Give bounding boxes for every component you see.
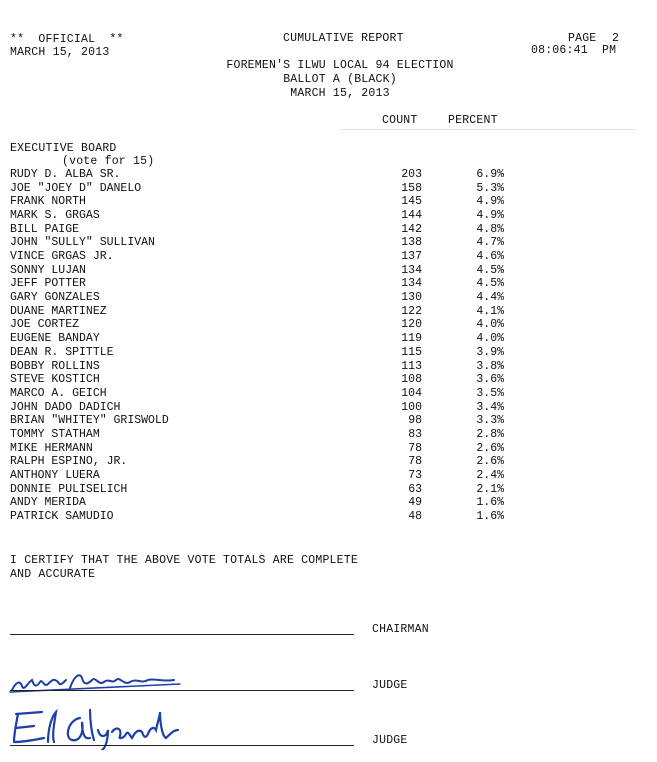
vote-percent: 4.7% [476, 236, 504, 250]
chairman-label: CHAIRMAN [372, 623, 429, 636]
certification-line-2: AND ACCURATE [10, 568, 96, 581]
vote-percent: 6.9% [476, 168, 504, 181]
vote-count: 144 [401, 209, 422, 223]
candidate-name: MARCO A. GEICH [10, 386, 107, 400]
vote-percent: 4.1% [476, 304, 504, 318]
judge-1-label: JUDGE [372, 679, 408, 692]
vote-count: 145 [401, 195, 422, 209]
report-time: 08:06:41 PM [531, 44, 617, 57]
vote-count: 115 [401, 345, 422, 359]
vote-percent: 3.6% [476, 373, 504, 387]
table-row [10, 168, 510, 182]
candidate-name: JOHN "SULLY" SULLIVAN [10, 236, 155, 250]
ballot-label: BALLOT A (BLACK) [283, 73, 397, 86]
candidate-name: MIKE HERMANN [10, 441, 93, 455]
candidate-name: BILL PAIGE [10, 222, 80, 236]
page-label: PAGE [568, 32, 597, 45]
vote-percent: 2.6% [476, 441, 504, 455]
vote-percent: 2.1% [476, 482, 504, 496]
vote-percent: 3.8% [476, 359, 504, 373]
section-title: EXECUTIVE BOARD [10, 142, 117, 155]
vote-percent: 2.8% [476, 427, 504, 441]
vote-count: 48 [408, 510, 422, 523]
candidate-name: DEAN R. SPITTLE [10, 345, 114, 359]
judge-2-signature-line [10, 745, 354, 746]
table-row [10, 223, 510, 237]
table-row [10, 373, 510, 387]
table-row [10, 195, 510, 209]
candidate-name: PATRICK SAMUDIO [10, 510, 114, 523]
vote-count: 83 [408, 427, 422, 441]
vote-percent: 4.5% [476, 263, 504, 277]
vote-percent: 3.9% [476, 345, 504, 359]
candidate-name: STEVE KOSTICH [10, 373, 100, 387]
table-row [10, 401, 510, 415]
vote-percent: 4.6% [476, 250, 504, 264]
vote-count: 119 [401, 332, 422, 346]
table-row [10, 264, 510, 278]
vote-count: 120 [401, 318, 422, 332]
chairman-signature-line [10, 634, 354, 635]
candidate-name: DUANE MARTINEZ [10, 304, 107, 318]
table-row [10, 428, 510, 442]
candidate-name: JEFF POTTER [10, 277, 86, 291]
vote-percent: 4.4% [476, 291, 504, 305]
vote-count: 142 [401, 222, 422, 236]
count-column-header: COUNT [382, 114, 418, 127]
vote-percent: 4.5% [476, 277, 504, 291]
report-date: MARCH 15, 2013 [10, 46, 110, 59]
section-subtitle: (vote for 15) [62, 155, 155, 168]
vote-count: 98 [408, 414, 422, 428]
vote-count: 122 [401, 304, 422, 318]
vote-percent: 1.6% [476, 510, 504, 523]
official-marker: ** OFFICIAL ** [10, 33, 124, 46]
candidate-name: JOHN DADO DADICH [10, 400, 121, 414]
vote-count: 63 [408, 482, 422, 496]
candidate-name: RALPH ESPINO, JR. [10, 455, 128, 469]
vote-percent: 3.3% [476, 414, 504, 428]
judge-2-signature [8, 708, 188, 750]
table-row [10, 442, 510, 456]
vote-count: 104 [401, 386, 422, 400]
table-row [10, 414, 510, 428]
vote-percent: 2.4% [476, 468, 504, 482]
vote-percent: 5.3% [476, 181, 504, 195]
table-row [10, 209, 510, 223]
candidate-name: TOMMY STATHAM [10, 427, 100, 441]
table-row [10, 277, 510, 291]
vote-count: 113 [401, 359, 422, 373]
table-row [10, 346, 510, 360]
judge-1-signature [8, 668, 188, 698]
percent-column-header: PERCENT [448, 114, 498, 127]
table-row [10, 496, 510, 510]
vote-count: 138 [401, 236, 422, 250]
candidate-name: SONNY LUJAN [10, 263, 86, 277]
election-date: MARCH 15, 2013 [290, 87, 390, 100]
vote-count: 49 [408, 496, 422, 510]
report-title: CUMULATIVE REPORT [283, 32, 404, 45]
vote-count: 134 [401, 277, 422, 291]
judge-1-signature-line [10, 690, 354, 691]
vote-percent: 1.6% [476, 496, 504, 510]
vote-percent: 4.8% [476, 222, 504, 236]
candidate-name: EUGENE BANDAY [10, 332, 100, 346]
candidate-name: GARY GONZALES [10, 291, 100, 305]
table-row [10, 332, 510, 346]
vote-percent: 4.9% [476, 195, 504, 209]
candidate-name: MARK S. GRGAS [10, 209, 100, 223]
vote-percent: 3.4% [476, 400, 504, 414]
candidate-name: BRIAN "WHITEY" GRISWOLD [10, 414, 169, 428]
candidate-name: BOBBY ROLLINS [10, 359, 100, 373]
certification-line-1: I CERTIFY THAT THE ABOVE VOTE TOTALS ARE COMPLETE [10, 554, 358, 567]
page-number: 2 [612, 32, 620, 45]
table-row [10, 182, 510, 196]
judge-2-label: JUDGE [372, 734, 408, 747]
table-row [10, 250, 510, 264]
candidate-name: FRANK NORTH [10, 195, 86, 209]
vote-count: 73 [408, 468, 422, 482]
table-row [10, 469, 510, 483]
vote-count: 130 [401, 291, 422, 305]
election-title: FOREMEN'S ILWU LOCAL 94 ELECTION [226, 59, 454, 72]
vote-percent: 4.9% [476, 209, 504, 223]
vote-count: 158 [401, 181, 422, 195]
vote-percent: 4.0% [476, 332, 504, 346]
candidate-name: ANDY MERIDA [10, 496, 86, 510]
table-row [10, 483, 510, 497]
vote-count: 203 [401, 168, 422, 181]
vote-count: 78 [408, 455, 422, 469]
candidate-name: ANTHONY LUERA [10, 468, 100, 482]
vote-percent: 3.5% [476, 386, 504, 400]
candidate-name: VINCE GRGAS JR. [10, 250, 114, 264]
table-row [10, 236, 510, 250]
table-row [10, 318, 510, 332]
vote-count: 137 [401, 250, 422, 264]
candidate-name: RUDY D. ALBA SR. [10, 168, 121, 181]
candidate-name: DONNIE PULISELICH [10, 482, 128, 496]
header-rule [340, 129, 636, 130]
table-row [10, 510, 510, 524]
candidate-name: JOE CORTEZ [10, 318, 80, 332]
table-row [10, 360, 510, 374]
vote-percent: 4.0% [476, 318, 504, 332]
table-row [10, 387, 510, 401]
vote-count: 108 [401, 373, 422, 387]
table-row [10, 305, 510, 319]
vote-count: 134 [401, 263, 422, 277]
vote-percent: 2.6% [476, 455, 504, 469]
candidate-name: JOE "JOEY D" DANELO [10, 181, 142, 195]
vote-count: 100 [401, 400, 422, 414]
table-row [10, 291, 510, 305]
vote-count: 78 [408, 441, 422, 455]
table-row [10, 455, 510, 469]
